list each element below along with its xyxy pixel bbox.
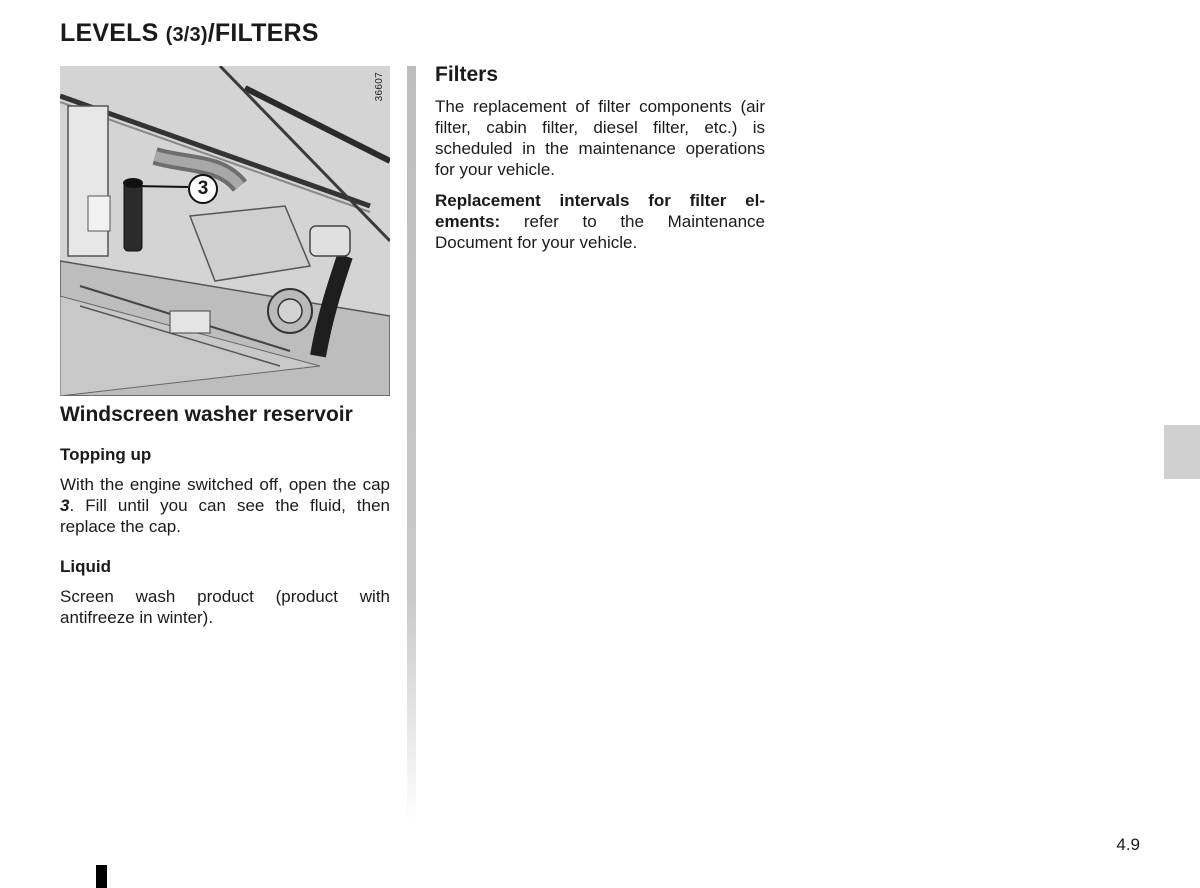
- page-title: [60, 19, 319, 48]
- topping-up-text-end: . Fill until you can see the fluid, then replace the cap.: [60, 496, 390, 536]
- engine-bay-illustration: [60, 66, 390, 396]
- print-corner-mark: [96, 865, 107, 888]
- page-number: 4.9: [1116, 835, 1140, 854]
- subheading-topping-up: Topping up: [60, 445, 152, 464]
- column-divider: [407, 66, 416, 826]
- title-main: LEVELS: [60, 19, 166, 47]
- section-heading-filters: Filters: [435, 63, 499, 86]
- replacement-intervals-paragraph: [435, 190, 765, 253]
- liquid-paragraph: Screen wash product (product with antifreeze in winter).: [60, 587, 390, 627]
- title-suffix: /FILTERS: [207, 19, 319, 47]
- replacement-intervals-label: Replacement intervals for filter elements:: [435, 191, 765, 231]
- figure-reference-code: 36607: [374, 72, 385, 102]
- cap-reference: 3: [60, 496, 70, 515]
- topping-up-paragraph: [60, 474, 390, 537]
- subheading-liquid: Liquid: [60, 557, 111, 576]
- filters-paragraph: The replacement of filter components (air filter, cabin filter, diesel filter, etc.) is scheduled in the maintenance operations for your vehicle.: [435, 97, 765, 179]
- engine-bay-drawing: [60, 66, 390, 396]
- callout-marker-3: 3: [188, 174, 218, 204]
- chapter-thumb-tab: [1164, 425, 1200, 479]
- replacement-intervals-text: refer to the Maintenance Document for your vehicle.: [435, 212, 765, 252]
- section-heading-washer-reservoir: Windscreen washer reservoir: [60, 403, 353, 426]
- topping-up-text-start: With the engine switched off, open the cap: [60, 475, 390, 494]
- title-section-count: (3/3): [165, 24, 208, 46]
